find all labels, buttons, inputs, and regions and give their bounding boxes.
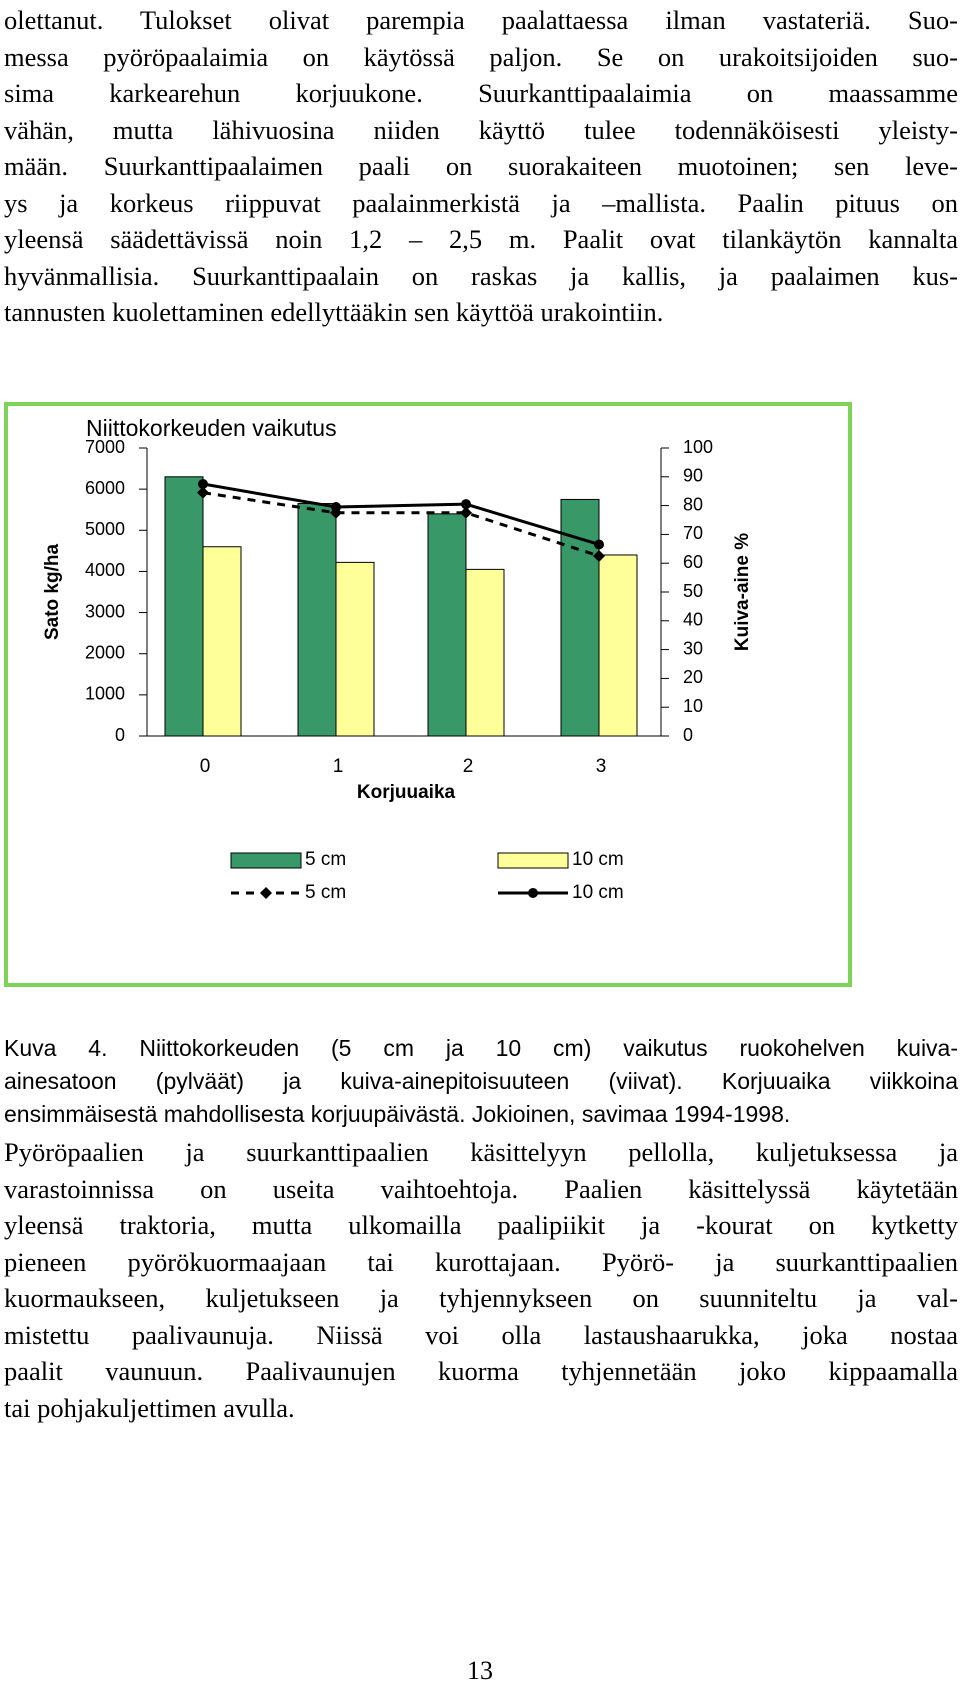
y2-tick-label: 10	[683, 695, 704, 716]
x-tick-label: 1	[332, 756, 344, 778]
circle-marker	[331, 502, 341, 512]
bar-series-2	[599, 555, 637, 736]
caption-line: Kuva 4. Niittokorkeuden (5 cm ja 10 cm) vaikutus ruokohelven kuiva-	[4, 1035, 958, 1061]
paragraph-line: ys ja korkeus riippuvat paalainmerkistä ja –mallista. Paalin pituus on	[4, 187, 958, 218]
y2-tick-label: 80	[683, 494, 704, 515]
paragraph-line: kuormaukseen, kuljetukseen ja tyhjennykseen on suunniteltu ja val-	[4, 1283, 958, 1313]
chart-title: Niittokorkeuden vaikutus	[86, 414, 337, 441]
paragraph-line: tai pohjakuljettimen avulla.	[4, 1392, 295, 1423]
y-tick-label: 5000	[84, 519, 125, 540]
x-axis-label: Korjuuaika	[356, 782, 456, 804]
x-tick-label: 2	[462, 756, 474, 778]
figure-caption	[4, 1032, 958, 1131]
x-tick-label: 3	[595, 756, 607, 778]
paragraph-line: mään. Suurkanttipaalaimen paali on suorakaiteen muotoinen; sen leve-	[4, 151, 958, 181]
legend-label: 10 cm	[572, 849, 624, 871]
x-tick-label: 0	[199, 756, 211, 778]
paragraph-line: yleensä traktoria, mutta ulkomailla paalipiikit ja -kourat on kytketty	[4, 1210, 958, 1240]
paragraph-line: messa pyöröpaalaimia on käytössä paljon. Se on urakoitsijoiden suo-	[4, 41, 958, 72]
paragraph-1	[4, 2, 958, 331]
y-tick-label: 1000	[84, 683, 125, 704]
y2-axis-label: Kuiva-aine %	[732, 532, 754, 652]
circle-marker	[461, 499, 471, 509]
y2-tick-label: 100	[683, 436, 714, 457]
y-axis-label: Sato kg/ha	[42, 543, 64, 641]
combo-chart	[8, 406, 848, 983]
bar-series-2	[336, 562, 374, 736]
circle-marker	[594, 539, 604, 549]
legend-swatch	[498, 853, 568, 868]
caption-line: ensimmäisestä mahdollisesta korjuupäivästä. Jokioinen, savimaa 1994-1998.	[4, 1101, 791, 1127]
paragraph-line: paalit vaunuun. Paalivaunujen kuorma tyhjennetään joko kippaamalla	[4, 1356, 958, 1386]
circle-marker	[198, 479, 208, 489]
bar-series-2	[466, 569, 504, 736]
y2-tick-label: 90	[683, 465, 704, 486]
paragraph-line: pieneen pyörökuormaajaan tai kurottajaan. Pyörö- ja suurkanttipaalien	[4, 1246, 958, 1277]
y2-tick-label: 0	[683, 724, 694, 745]
legend-label: 5 cm	[305, 849, 347, 871]
paragraph-line: hyvänmallisia. Suurkanttipaalain on raskas ja kallis, ja paalaimen kus-	[4, 260, 958, 291]
y-tick-label: 7000	[84, 436, 125, 457]
legend-swatch	[231, 853, 301, 868]
bar-series-2	[203, 547, 241, 736]
paragraph-line: Pyöröpaalien ja suurkanttipaalien käsittelyyn pellolla, kuljetuksessa ja	[4, 1137, 958, 1167]
paragraph-line: sima karkearehun korjuukone. Suurkanttipaalaimia on maassamme	[4, 78, 958, 108]
paragraph-line: mistettu paalivaunuja. Niissä voi olla lastaushaarukka, joka nostaa	[4, 1319, 958, 1350]
legend-diamond-marker	[260, 887, 272, 899]
legend-label: 10 cm	[572, 882, 624, 904]
paragraph-line: yleensä säädettävissä noin 1,2 – 2,5 m. Paalit ovat tilankäytön kannalta	[4, 224, 958, 254]
paragraph-line: olettanut. Tulokset olivat parempia paalattaessa ilman vastateriä. Suo-	[4, 5, 958, 35]
paragraph-2	[4, 1134, 958, 1426]
y2-tick-label: 20	[683, 667, 704, 688]
figure-frame	[4, 402, 852, 987]
y2-tick-label: 30	[683, 638, 704, 659]
page-number: 13	[467, 1656, 493, 1685]
y2-tick-label: 60	[683, 551, 704, 572]
legend-label: 5 cm	[305, 882, 347, 904]
y-tick-label: 6000	[84, 477, 125, 498]
paragraph-line: tannusten kuolettaminen edellyttääkin sen käyttöä urakointiin.	[4, 297, 664, 327]
bar-series-1	[298, 504, 336, 736]
y2-tick-label: 40	[683, 609, 704, 630]
y2-tick-label: 70	[683, 523, 704, 544]
legend-circle-marker	[528, 888, 538, 898]
paragraph-line: vähän, mutta lähivuosina niiden käyttö tulee todennäköisesti yleisty-	[4, 114, 958, 145]
y2-tick-label: 50	[683, 580, 704, 601]
y-tick-label: 3000	[84, 601, 125, 622]
y-tick-label: 4000	[84, 560, 125, 581]
y-tick-label: 0	[114, 724, 125, 745]
bar-series-1	[165, 477, 203, 736]
caption-line: ainesatoon (pylväät) ja kuiva-ainepitoisuuteen (viivat). Korjuuaika viikkoina	[4, 1068, 958, 1094]
paragraph-line: varastoinnissa on useita vaihtoehtoja. Paalien käsittelyssä käytetään	[4, 1173, 958, 1204]
bar-series-1	[428, 514, 466, 736]
line-series-3	[203, 493, 599, 556]
y-tick-label: 2000	[84, 642, 125, 663]
